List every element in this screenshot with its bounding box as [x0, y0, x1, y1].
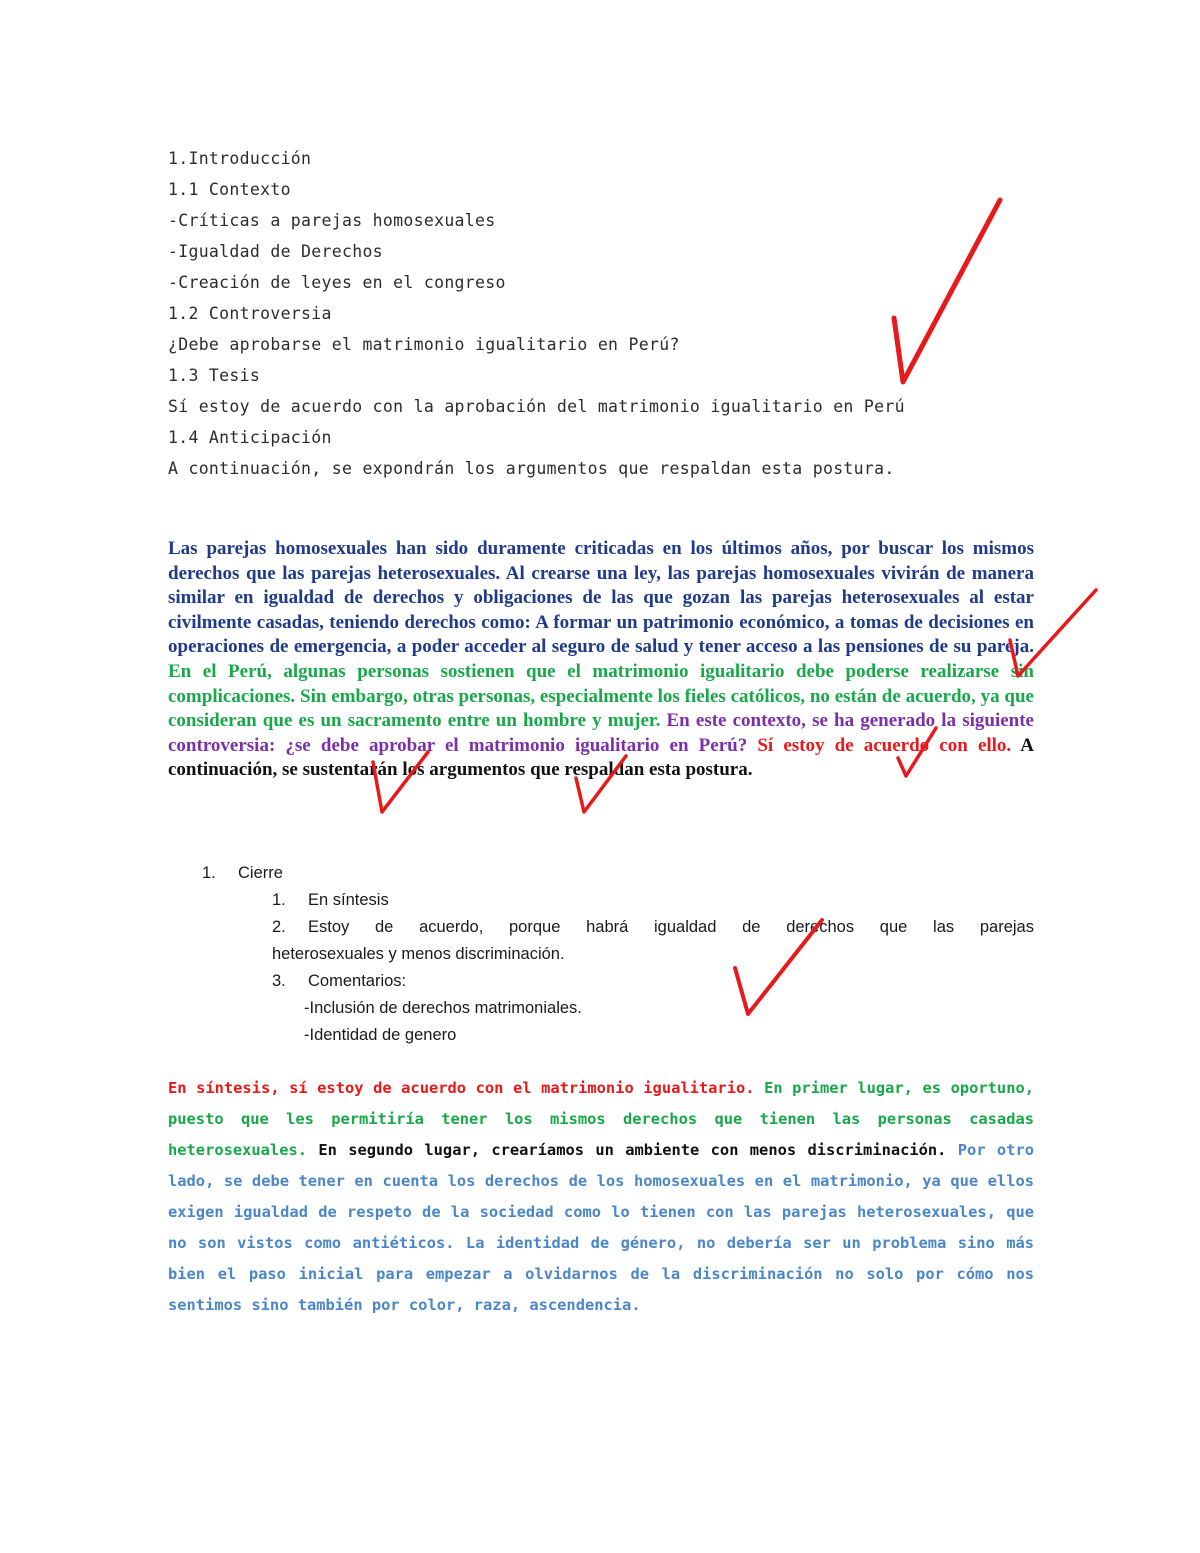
outline-line: A continuación, se expondrán los argumentos que respaldan esta postura.: [168, 459, 895, 478]
outline-line: 1.4 Anticipación: [168, 428, 332, 447]
conclusion-paragraph: [168, 1073, 1034, 1321]
first-argument: En primer lugar, es oportuno, puesto que les permitiría tener los mismos derechos que tienen las personas casadas heterosexuales.: [168, 1079, 1034, 1159]
comments-sentences: Por otro lado, se debe tener en cuenta los derechos de los homosexuales en el matrimonio, ya que ellos exigen igualdad de respeto de la sociedad como lo tienen con las parejas heterosexuales, que no son vistos como antiéticos. La identidad de género, no debería ser un problema sino más bien el paso inicial para empezar a olvidarnos de la discriminación no solo por cómo nos sentimos sino también por color, raza, ascendencia.: [168, 1141, 1034, 1314]
outline-line: 1.3 Tesis: [168, 366, 261, 385]
second-argument: En segundo lugar, crearíamos un ambiente con menos discriminación.: [307, 1141, 947, 1159]
list-text: Cierre: [238, 864, 283, 882]
outline-line: -Igualdad de Derechos: [168, 242, 383, 261]
list-text: En síntesis: [308, 891, 389, 909]
introduction-paragraph: [168, 537, 1034, 783]
cierre-heading: [168, 860, 1034, 887]
outline-line: 1.Introducción: [168, 149, 312, 168]
list-number: 3.: [272, 972, 286, 990]
opinion-sentences: En el Perú, algunas personas sostienen que el matrimonio igualitario debe poderse realizarse sin complicaciones. Sin embargo, otras personas, especialmente los fieles católicos, no están de acuerdo, ya que consideran que es un sacramento entre un hombre y mujer.: [168, 660, 1034, 732]
list-number: 1.: [202, 864, 216, 882]
synthesis-sentence: En síntesis, sí estoy de acuerdo con el matrimonio igualitario.: [168, 1079, 755, 1097]
controversy-sentence: En este contexto, se ha generado la siguiente controversia: ¿se debe aprobar el matrimonio igualitario en Perú?: [168, 710, 1034, 756]
sub-item: -Identidad de genero: [304, 1026, 457, 1044]
outline-line: -Críticas a parejas homosexuales: [168, 211, 496, 230]
context-sentences: Las parejas homosexuales han sido duramente criticadas en los últimos años, por buscar los mismos derechos que las parejas heterosexuales. Al crearse una ley, las parejas homosexuales vivirán de manera similar en igualdad de derechos y obligaciones de las que gozan las parejas heterosexuales al estar civilmente casadas, teniendo derechos como: A formar un patrimonio económico, a tomas de decisiones en operaciones de emergencia, a poder acceder al seguro de salud y tener acceso a las pensiones de su pareja.: [168, 538, 1034, 658]
outline-line: Sí estoy de acuerdo con la aprobación del matrimonio igualitario en Perú: [168, 397, 905, 416]
anticipation-sentence: A continuación, se sustentarán los argumentos que respaldan esta postura.: [168, 734, 1034, 781]
list-item-continuation: heterosexuales y menos discriminación.: [272, 945, 565, 963]
outline-line: 1.1 Contexto: [168, 180, 291, 199]
sub-item: -Inclusión de derechos matrimoniales.: [304, 999, 582, 1017]
list-text: Comentarios:: [308, 972, 407, 990]
outline-line: -Creación de leyes en el congreso: [168, 273, 506, 292]
cierre-list: [168, 860, 1034, 1049]
list-text: Estoy de acuerdo, porque habrá igualdad de derechos que las parejas: [308, 918, 1034, 936]
outline-line: ¿Debe aprobarse el matrimonio igualitario en Perú?: [168, 335, 680, 354]
list-item: [168, 914, 1034, 941]
list-number: 2.: [272, 918, 286, 936]
list-item: [168, 968, 1034, 995]
list-number: 1.: [272, 891, 286, 909]
list-item: [168, 887, 1034, 914]
outline: [168, 143, 1028, 484]
outline-line: 1.2 Controversia: [168, 304, 332, 323]
thesis-sentence: Sí estoy de acuerdo con ello.: [747, 734, 1012, 756]
